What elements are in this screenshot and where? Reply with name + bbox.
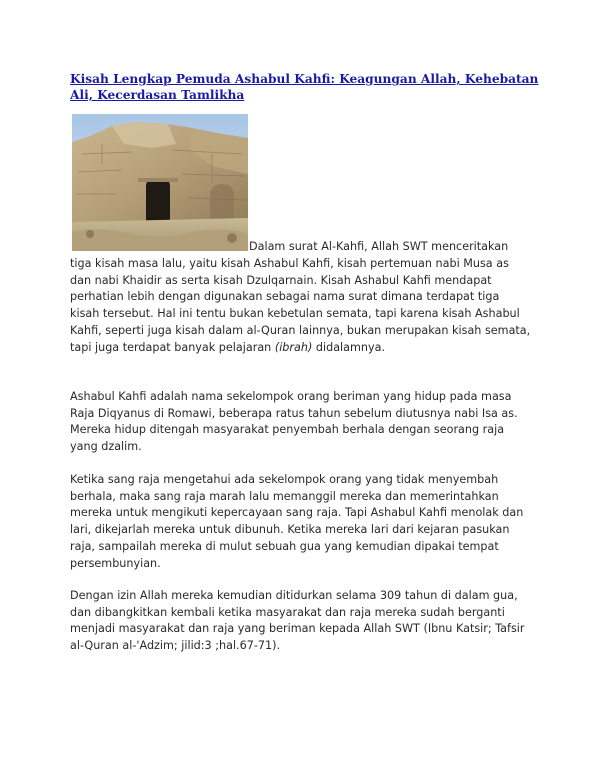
- paragraph-3: Ketika sang raja mengetahui ada sekelompok orang yang tidak menyembah berhala, maka sang raja marah lalu memanggil mereka dan memerintahkan mereka untuk mengikuti kepercayaan sang raja. Tapi Ashabul Kahfi menolak dan lari, dikejarlah mereka untuk dibunuh. Ketika mereka lari dari kejaran pasukan raja, sampailah mereka di mulut sebuah gua yang kemudian dipakai tempat persembunyian.: [70, 473, 524, 570]
- paragraph-4: Dengan izin Allah mereka kemudian ditidurkan selama 309 tahun di dalam gua, dan dibangkitkan kembali ketika masyarakat dan raja mereka sudah berganti menjadi masyarakat dan raja yang beriman kepada Allah SWT (Ibnu Katsir; Tafsir al-Quran al-'Adzim; jilid:3 ;hal.67-71).: [70, 589, 525, 653]
- paragraph-1: [70, 256, 532, 356]
- paragraph-1-tail: didalamnya.: [312, 340, 386, 354]
- intro-first-line: Dalam surat Al-Kahfi, Allah SWT menceritakan: [249, 240, 509, 253]
- ibrah-italic: (ibrah): [274, 340, 313, 354]
- paragraph-2: Ashabul Kahfi adalah nama sekelompok orang beriman yang hidup pada masa Raja Diqyanus di Romawi, beberapa ratus tahun sebelum diutusnya nabi Isa as. Mereka hidup ditengah masyarakat penyembah berhala dengan seorang raja yang dzalim.: [70, 390, 518, 454]
- cave-photo: [72, 114, 248, 251]
- paragraph-1-text: tiga kisah masa lalu, yaitu kisah Ashabul Kahfi, kisah pertemuan nabi Musa as dan nabi Khaidir as serta kisah Dzulqarnain. Kisah Ashabul Kahfi mendapat perhatian lebih dengan digunakan sebagai nama surat dimana terdapat tiga kisah tersebut. Hal ini tentu bukan kebetulan semata, tapi karena kisah Ashabul Kahfi, seperti juga kisah dalam al-Quran lainnya, bukan merupakan kisah semata, tapi juga terdapat banyak pelajaran: [70, 257, 531, 354]
- article-title-link[interactable]: Kisah Lengkap Pemuda Ashabul Kahfi: Keagungan Allah, Kehebatan Ali, Kecerdasan Tamlikha: [70, 72, 539, 102]
